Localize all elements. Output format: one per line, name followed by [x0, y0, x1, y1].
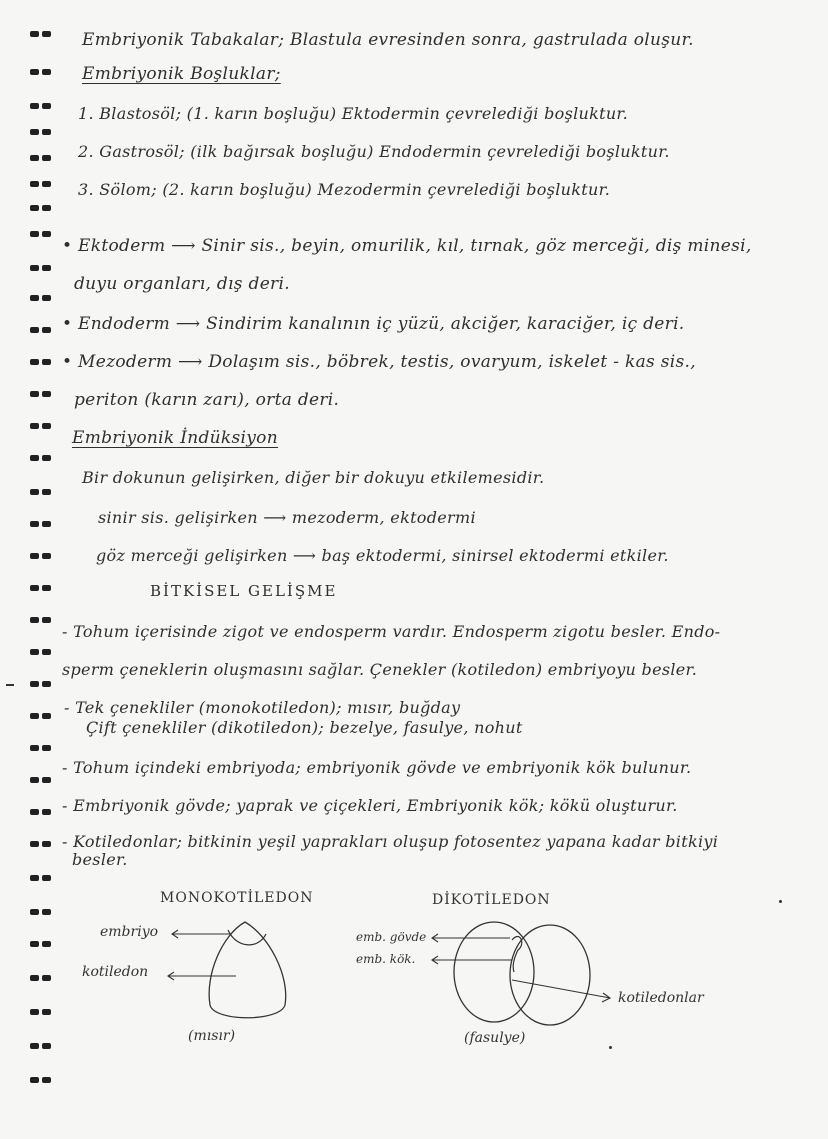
heading-plant-development: BİTKİSEL GELİŞME — [150, 582, 338, 600]
list-item: - Tek çenekliler (monokotiledon); mısır, buğday — [64, 698, 461, 717]
list-item: periton (karın zarı), orta deri. — [74, 390, 340, 410]
list-item: • Ektoderm ⟶ Sinir sis., beyin, omurilik, kıl, tırnak, göz merceği, diş minesi, — [62, 236, 752, 256]
list-item: 1. Blastosöl; (1. karın boşluğu) Ektodermin çevrelediği boşluktur. — [78, 104, 629, 123]
list-item: Çift çenekliler (dikotiledon); bezelye, fasulye, nohut — [86, 718, 523, 737]
list-item: - Kotiledonlar; bitkinin yeşil yaprakları oluşup fotosentez yapana kadar bitkiyi — [62, 832, 719, 851]
list-item: besler. — [72, 850, 128, 869]
dicot-cotyledon-left — [454, 922, 534, 1022]
heading-embryonic-cavities: Embriyonik Boşluklar; — [82, 64, 281, 84]
list-item: duyu organları, dış deri. — [74, 274, 290, 294]
list-item: - Tohum içindeki embriyoda; embriyonik gövde ve embriyonik kök bulunur. — [62, 758, 692, 777]
list-item: 2. Gastrosöl; (ilk bağırsak boşluğu) Endodermin çevrelediği boşluktur. — [78, 142, 670, 161]
list-item: sperm çeneklerin oluşmasını sağlar. Çenekler (kotiledon) embriyoyu besler. — [62, 660, 698, 679]
heading-embryonic-layers: Embriyonik Tabakalar; Blastula evresinden sonra, gastrulada oluşur. — [82, 30, 694, 50]
dicot-label-root: emb. kök. — [356, 952, 416, 966]
list-item: - Tohum içerisinde zigot ve endosperm vardır. Endosperm zigotu besler. Endo- — [62, 622, 721, 641]
list-item: göz merceği gelişirken ⟶ baş ektodermi, sinirsel ektodermi etkiler. — [96, 546, 669, 565]
monocot-caption: (mısır) — [188, 1028, 236, 1044]
ink-dot — [779, 900, 782, 903]
dicot-title: DİKOTİLEDON — [432, 892, 551, 908]
list-item: sinir sis. gelişirken ⟶ mezoderm, ektodermi — [98, 508, 476, 527]
list-item: • Mezoderm ⟶ Dolaşım sis., böbrek, testis, ovaryum, iskelet - kas sis., — [62, 352, 696, 372]
list-item: Bir dokunun gelişirken, diğer bir dokuyu etkilemesidir. — [82, 468, 545, 487]
ink-dot — [609, 1046, 612, 1049]
monocot-label-cotyledon: kotiledon — [82, 964, 149, 980]
dicot-label-cotyledons: kotiledonlar — [618, 990, 704, 1006]
dicot-label-stem: emb. gövde — [356, 930, 427, 944]
monocot-embryo — [228, 930, 266, 945]
list-item: 3. Sölom; (2. karın boşluğu) Mezodermin çevrelediği boşluktur. — [78, 180, 611, 199]
dicot-caption: (fasulye) — [464, 1030, 526, 1046]
margin-mark — [6, 684, 14, 686]
list-item: - Embriyonik gövde; yaprak ve çiçekleri, Embriyonik kök; kökü oluşturur. — [62, 796, 678, 815]
monocot-label-embryo: embriyo — [100, 924, 159, 940]
heading-embryonic-induction: Embriyonik İndüksiyon — [72, 428, 278, 448]
monocot-title: MONOKOTİLEDON — [160, 890, 314, 906]
dicot-arrow-cotyledons — [512, 980, 610, 998]
monocot-seed-outline — [209, 922, 286, 1018]
list-item: • Endoderm ⟶ Sindirim kanalının iç yüzü, akciğer, karaciğer, iç deri. — [62, 314, 685, 334]
